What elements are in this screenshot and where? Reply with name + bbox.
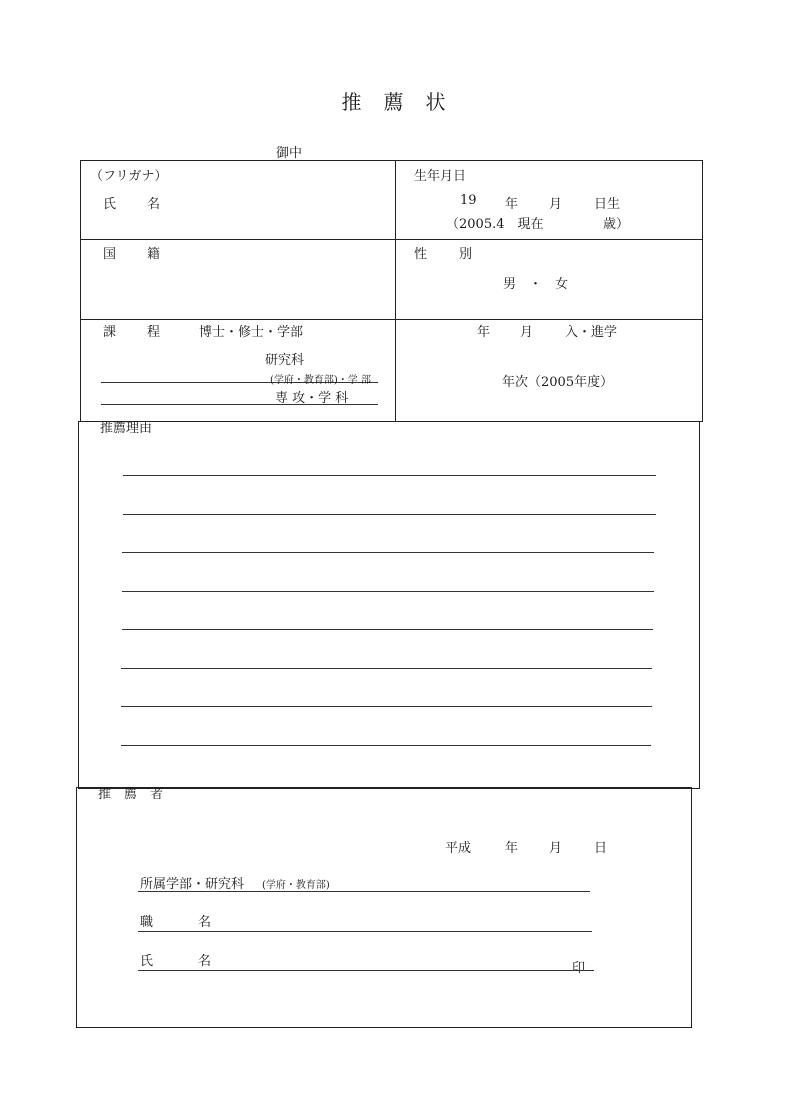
enrollment-entry: 入・進学	[565, 325, 618, 340]
birth-label: 生年月日	[414, 169, 467, 184]
reason-line	[121, 668, 652, 669]
enrollment-year-level: 年次（2005年度）	[502, 375, 614, 390]
position-label-2: 名	[198, 915, 212, 930]
affiliation-label: 所属学部・研究科	[140, 877, 245, 892]
upper-column-divider	[395, 160, 396, 422]
course-label-2: 程	[147, 325, 161, 340]
gender-options: 男 ・ 女	[503, 277, 569, 292]
reason-box	[78, 421, 700, 789]
name-label-2: 名	[147, 197, 161, 212]
gender-label-1: 性	[414, 247, 428, 262]
course-major: 専 攻・学 科	[275, 391, 349, 406]
recommender-name-line	[138, 970, 594, 971]
row-divider-1	[80, 239, 703, 240]
recommend-date-day-unit: 日	[594, 841, 608, 856]
nationality-label-1: 国	[103, 247, 117, 262]
recommend-date-era: 平成	[445, 841, 472, 856]
position-line	[138, 931, 592, 932]
recommender-label: 推 薦 者	[98, 787, 164, 802]
recommend-date-year-unit: 年	[505, 841, 519, 856]
recommend-date-month-unit: 月	[549, 841, 563, 856]
birth-year-unit: 年	[505, 197, 519, 212]
affiliation-note: (学府・教育部)	[262, 880, 330, 891]
reason-line	[121, 706, 652, 707]
course-graduate-school: 研究科	[265, 353, 305, 368]
recommender-box	[76, 787, 692, 1028]
addressee-suffix: 御中	[276, 146, 303, 161]
reason-line	[121, 745, 651, 746]
name-label-1: 氏	[103, 197, 117, 212]
reason-line	[122, 629, 653, 630]
furigana-label: （フリガナ）	[90, 169, 168, 184]
birth-era-prefix: 19	[460, 193, 477, 208]
reason-line	[123, 475, 656, 476]
recommender-name-label-2: 名	[198, 954, 212, 969]
birth-day-unit: 日生	[594, 197, 621, 212]
nationality-label-2: 籍	[147, 247, 161, 262]
course-label-1: 課	[103, 325, 117, 340]
reason-label: 推薦理由	[100, 421, 153, 436]
birth-age-unit: 歳）	[603, 217, 630, 232]
gender-label-2: 別	[459, 247, 473, 262]
reason-line	[123, 514, 656, 515]
enrollment-year-unit: 年	[477, 325, 491, 340]
reason-line	[122, 552, 654, 553]
seal-mark: 印	[572, 961, 586, 976]
recommender-name-label-1: 氏	[140, 954, 154, 969]
position-label-1: 職	[140, 915, 154, 930]
course-faculty: (学府・教育部)・学 部	[270, 375, 371, 386]
birth-as-of: （2005.4 現在	[446, 217, 544, 232]
affiliation-line	[138, 891, 590, 892]
row-divider-2	[80, 319, 703, 320]
course-degrees: 博士・修士・学部	[199, 325, 304, 340]
enrollment-month-unit: 月	[520, 325, 534, 340]
page-title: 推薦状	[341, 90, 468, 114]
reason-line	[122, 591, 654, 592]
birth-month-unit: 月	[549, 197, 563, 212]
